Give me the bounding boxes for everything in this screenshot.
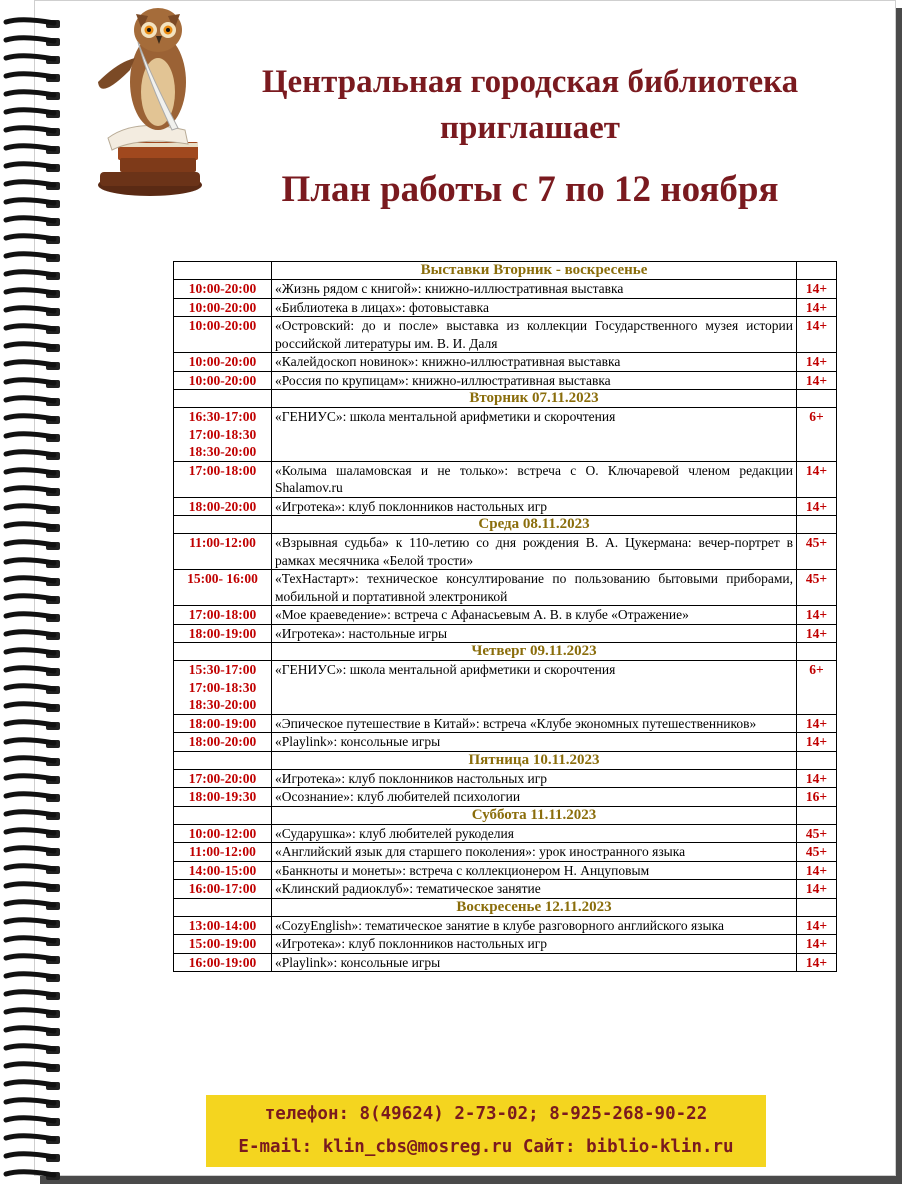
event-time: 18:00-20:00 — [174, 497, 272, 516]
empty-cell — [174, 751, 272, 769]
empty-cell — [797, 390, 837, 408]
event-row — [174, 953, 837, 972]
event-time: 10:00-20:00 — [174, 298, 272, 317]
event-description: «ТехНастарт»: техническое консултирование по пользованию бытовыми приборами, мобильной и портативной электроникой — [272, 570, 797, 606]
event-time: 11:00-12:00 — [174, 534, 272, 570]
event-description: «Игротека»: клуб поклонников настольных игр — [272, 769, 797, 788]
empty-cell — [797, 751, 837, 769]
event-time: 18:00-19:30 — [174, 788, 272, 807]
event-description: «Библиотека в лицах»: фотовыставка — [272, 298, 797, 317]
event-row — [174, 570, 837, 606]
section-heading-row — [174, 390, 837, 408]
section-heading: Воскресенье 12.11.2023 — [272, 898, 797, 916]
event-description: «Playlink»: консольные игры — [272, 733, 797, 752]
owl-with-quill-on-books-icon — [90, 0, 210, 200]
event-time: 10:00-12:00 — [174, 824, 272, 843]
empty-cell — [174, 262, 272, 280]
event-time: 15:30-17:00 17:00-18:30 18:30-20:00 — [174, 661, 272, 715]
event-time: 18:00-19:00 — [174, 714, 272, 733]
event-time: 10:00-20:00 — [174, 371, 272, 390]
schedule-table — [173, 261, 837, 972]
section-heading-row — [174, 516, 837, 534]
empty-cell — [797, 898, 837, 916]
event-description: «Взрывная судьба» к 110-летию со дня рождения В. А. Цукермана: вечер-портрет в рамках месячника «Белой трости» — [272, 534, 797, 570]
age-rating: 14+ — [797, 624, 837, 643]
section-heading: Четверг 09.11.2023 — [272, 643, 797, 661]
event-row — [174, 280, 837, 299]
age-rating: 16+ — [797, 788, 837, 807]
email-site-text: E-mail: klin_cbs@mosreg.ru Сайт: biblio-klin.ru — [238, 1137, 734, 1157]
age-rating: 45+ — [797, 534, 837, 570]
age-rating: 14+ — [797, 371, 837, 390]
event-time: 11:00-12:00 — [174, 843, 272, 862]
age-rating: 14+ — [797, 298, 837, 317]
event-row — [174, 534, 837, 570]
section-heading: Пятница 10.11.2023 — [272, 751, 797, 769]
event-description: «ГЕНИУС»: школа ментальной арифметики и скорочтения — [272, 661, 797, 715]
event-row — [174, 317, 837, 353]
age-rating: 14+ — [797, 733, 837, 752]
section-heading-row — [174, 643, 837, 661]
age-rating: 45+ — [797, 843, 837, 862]
empty-cell — [174, 516, 272, 534]
age-rating: 45+ — [797, 570, 837, 606]
event-row — [174, 788, 837, 807]
event-row — [174, 353, 837, 372]
age-rating: 14+ — [797, 714, 837, 733]
age-rating: 14+ — [797, 880, 837, 899]
event-row — [174, 769, 837, 788]
age-rating: 14+ — [797, 606, 837, 625]
age-rating: 14+ — [797, 461, 837, 497]
event-description: «Сударушка»: клуб любителей рукоделия — [272, 824, 797, 843]
event-time: 16:00-17:00 — [174, 880, 272, 899]
empty-cell — [797, 516, 837, 534]
event-row — [174, 935, 837, 954]
section-heading: Среда 08.11.2023 — [272, 516, 797, 534]
age-rating: 6+ — [797, 661, 837, 715]
event-time: 13:00-14:00 — [174, 916, 272, 935]
section-heading-row — [174, 898, 837, 916]
event-description: «CozyEnglish»: тематическое занятие в клубе разговорного английского языка — [272, 916, 797, 935]
library-name: Центральная городская библиотека — [261, 64, 799, 100]
section-heading-row — [174, 262, 837, 280]
event-description: «Банкноты и монеты»: встреча с коллекционером Н. Анцуповым — [272, 861, 797, 880]
section-heading: Вторник 07.11.2023 — [272, 390, 797, 408]
event-time: 10:00-20:00 — [174, 317, 272, 353]
event-row — [174, 624, 837, 643]
event-time: 16:30-17:00 17:00-18:30 18:30-20:00 — [174, 408, 272, 462]
event-time: 15:00-19:00 — [174, 935, 272, 954]
age-rating: 14+ — [797, 861, 837, 880]
event-row — [174, 298, 837, 317]
phone-text: телефон: 8(49624) 2-73-02; 8-925-268-90-22 — [264, 1104, 708, 1124]
event-row — [174, 880, 837, 899]
age-rating: 6+ — [797, 408, 837, 462]
empty-cell — [174, 898, 272, 916]
event-row — [174, 843, 837, 862]
event-row — [174, 606, 837, 625]
event-time: 17:00-18:00 — [174, 461, 272, 497]
event-description: «Калейдоскоп новинок»: книжно-иллюстративная выставка — [272, 353, 797, 372]
age-rating: 14+ — [797, 497, 837, 516]
event-row — [174, 408, 837, 462]
age-rating: 14+ — [797, 353, 837, 372]
event-description: «Playlink»: консольные игры — [272, 953, 797, 972]
event-time: 10:00-20:00 — [174, 353, 272, 372]
age-rating: 14+ — [797, 953, 837, 972]
age-rating: 14+ — [797, 280, 837, 299]
event-row — [174, 714, 837, 733]
empty-cell — [797, 643, 837, 661]
event-description: «Мое краеведение»: встреча с Афанасьевым А. В. в клубе «Отражение» — [272, 606, 797, 625]
age-rating: 14+ — [797, 935, 837, 954]
contact-banner — [206, 1095, 766, 1167]
event-description: «Клинский радиоклуб»: тематическое занятие — [272, 880, 797, 899]
event-time: 14:00-15:00 — [174, 861, 272, 880]
event-description: «Английский язык для старшего поколения»: урок иностранного языка — [272, 843, 797, 862]
plan-title: План работы с 7 по 12 ноября — [281, 169, 779, 210]
age-rating: 14+ — [797, 317, 837, 353]
event-time: 18:00-19:00 — [174, 624, 272, 643]
empty-cell — [174, 806, 272, 824]
event-description: «Колыма шаламовская и не только»: встреча с О. Ключаревой членом редакции Shalamov.ru — [272, 461, 797, 497]
section-heading: Выставки Вторник - воскресенье — [272, 262, 797, 280]
invite-text: приглашает — [440, 110, 620, 146]
event-time: 15:00- 16:00 — [174, 570, 272, 606]
event-time: 16:00-19:00 — [174, 953, 272, 972]
empty-cell — [797, 806, 837, 824]
age-rating: 45+ — [797, 824, 837, 843]
event-description: «Осознание»: клуб любителей психологии — [272, 788, 797, 807]
event-description: «Жизнь рядом с книгой»: книжно-иллюстративная выставка — [272, 280, 797, 299]
empty-cell — [174, 643, 272, 661]
age-rating: 14+ — [797, 916, 837, 935]
event-description: «Эпическое путешествие в Китай»: встреча «Клубе экономных путешественников» — [272, 714, 797, 733]
age-rating: 14+ — [797, 769, 837, 788]
event-description: «Игротека»: настольные игры — [272, 624, 797, 643]
event-row — [174, 824, 837, 843]
section-heading: Суббота 11.11.2023 — [272, 806, 797, 824]
event-row — [174, 461, 837, 497]
event-row — [174, 861, 837, 880]
event-row — [174, 733, 837, 752]
event-time: 18:00-20:00 — [174, 733, 272, 752]
event-time: 17:00-20:00 — [174, 769, 272, 788]
event-row — [174, 371, 837, 390]
event-description: «Игротека»: клуб поклонников настольных игр — [272, 935, 797, 954]
event-row — [174, 916, 837, 935]
event-time: 10:00-20:00 — [174, 280, 272, 299]
empty-cell — [174, 390, 272, 408]
event-description: «Островский: до и после» выставка из коллекции Государственного музея истории российской литературы им. В. И. Даля — [272, 317, 797, 353]
event-row — [174, 661, 837, 715]
event-description: «ГЕНИУС»: школа ментальной арифметики и скорочтения — [272, 408, 797, 462]
section-heading-row — [174, 806, 837, 824]
event-description: «Россия по крупицам»: книжно-иллюстративная выставка — [272, 371, 797, 390]
empty-cell — [797, 262, 837, 280]
section-heading-row — [174, 751, 837, 769]
event-row — [174, 497, 837, 516]
spiral-binding-icon — [0, 0, 64, 1200]
event-time: 17:00-18:00 — [174, 606, 272, 625]
event-description: «Игротека»: клуб поклонников настольных игр — [272, 497, 797, 516]
